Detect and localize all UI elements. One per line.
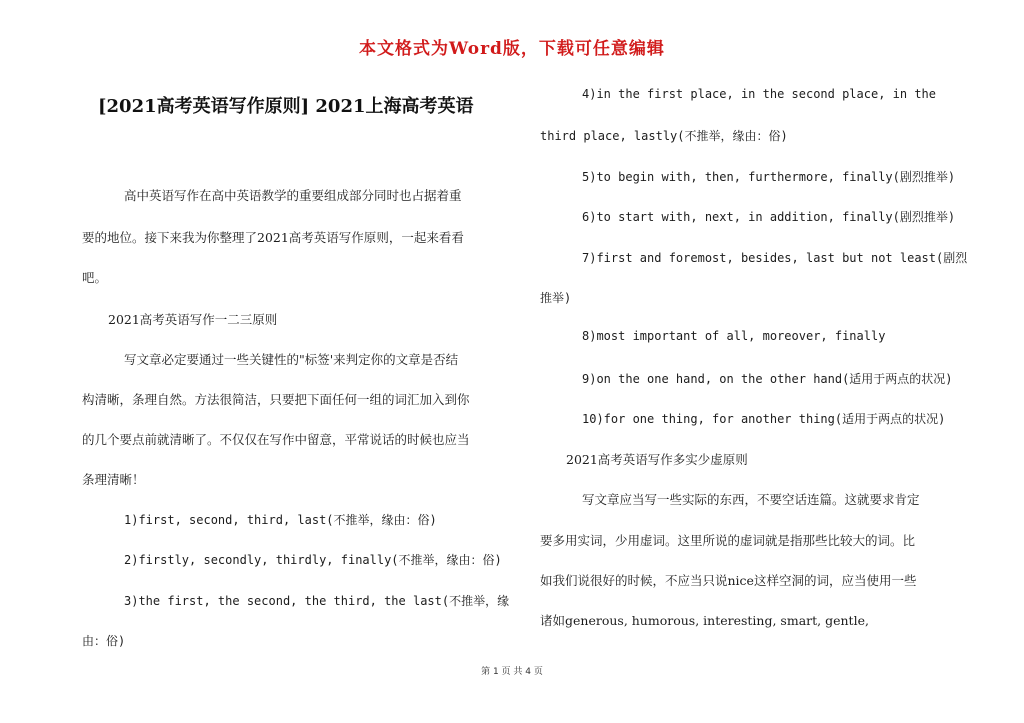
paragraph-line: 要的地位。接下来我为你整理了2021高考英语写作原则，一起来看看 <box>82 230 464 245</box>
list-item: 4)in the first place, in the second place, in the <box>582 87 937 101</box>
section-heading: 2021高考英语写作多实少虚原则 <box>566 452 748 467</box>
list-item: 7)first and foremost, besides, last but not least(剧烈 <box>582 251 968 265</box>
list-item: 9)on the one hand, on the other hand(适用于两点的状况) <box>582 372 953 386</box>
list-item: 8)most important of all, moreover, finally <box>582 329 886 343</box>
list-item: 10)for one thing, for another thing(适用于两点的状况) <box>582 412 946 426</box>
section-heading: 2021高考英语写作一二三原则 <box>108 312 278 327</box>
paragraph-line: 写文章应当写一些实际的东西，不要空话连篇。这就要求肯定 <box>582 492 920 507</box>
list-item: 3)the first, the second, the third, the last(不推举，缘 <box>124 594 510 608</box>
paragraph-line: 的几个要点前就清晰了。不仅仅在写作中留意，平常说话的时候也应当 <box>82 432 470 447</box>
paragraph-line: 构清晰，条理自然。方法很简洁，只要把下面任何一组的词汇加入到你 <box>82 392 470 407</box>
paragraph-line: 要多用实词，少用虚词。这里所说的虚词就是指那些比较大的词。比 <box>540 533 916 548</box>
list-item: 2)firstly, secondly, thirdly, finally(不推举，缘由：俗) <box>124 553 502 567</box>
list-item: 6)to start with, next, in addition, finally(剧烈推举) <box>582 210 956 224</box>
page-number: 第 1 页 共 4 页 <box>481 667 543 677</box>
paragraph-line: 诸如generous, humorous, interesting, smart, gentle, <box>540 613 869 628</box>
paragraph-line: 高中英语写作在高中英语教学的重要组成部分同时也占据着重 <box>124 188 462 203</box>
list-item: third place, lastly(不推举，缘由：俗) <box>540 129 788 143</box>
editable-word-banner: 本文格式为Word版，下载可任意编辑 <box>359 39 665 59</box>
paragraph-line: 吧。 <box>82 270 108 285</box>
paragraph-line: 写文章必定要通过一些关键性的"标签'来判定你的文章是否结 <box>124 352 459 367</box>
list-item: 由：俗) <box>82 634 126 648</box>
list-item: 1)first, second, third, last(不推举，缘由：俗) <box>124 513 437 527</box>
list-item: 推举) <box>540 291 572 305</box>
paragraph-line: 条理清晰！ <box>82 472 145 487</box>
list-item: 5)to begin with, then, furthermore, finally(剧烈推举) <box>582 170 956 184</box>
document-title: [2021高考英语写作原则] 2021上海高考英语 <box>98 96 474 117</box>
paragraph-line: 如我们说很好的时候，不应当只说nice这样空洞的词，应当使用一些 <box>540 573 917 588</box>
